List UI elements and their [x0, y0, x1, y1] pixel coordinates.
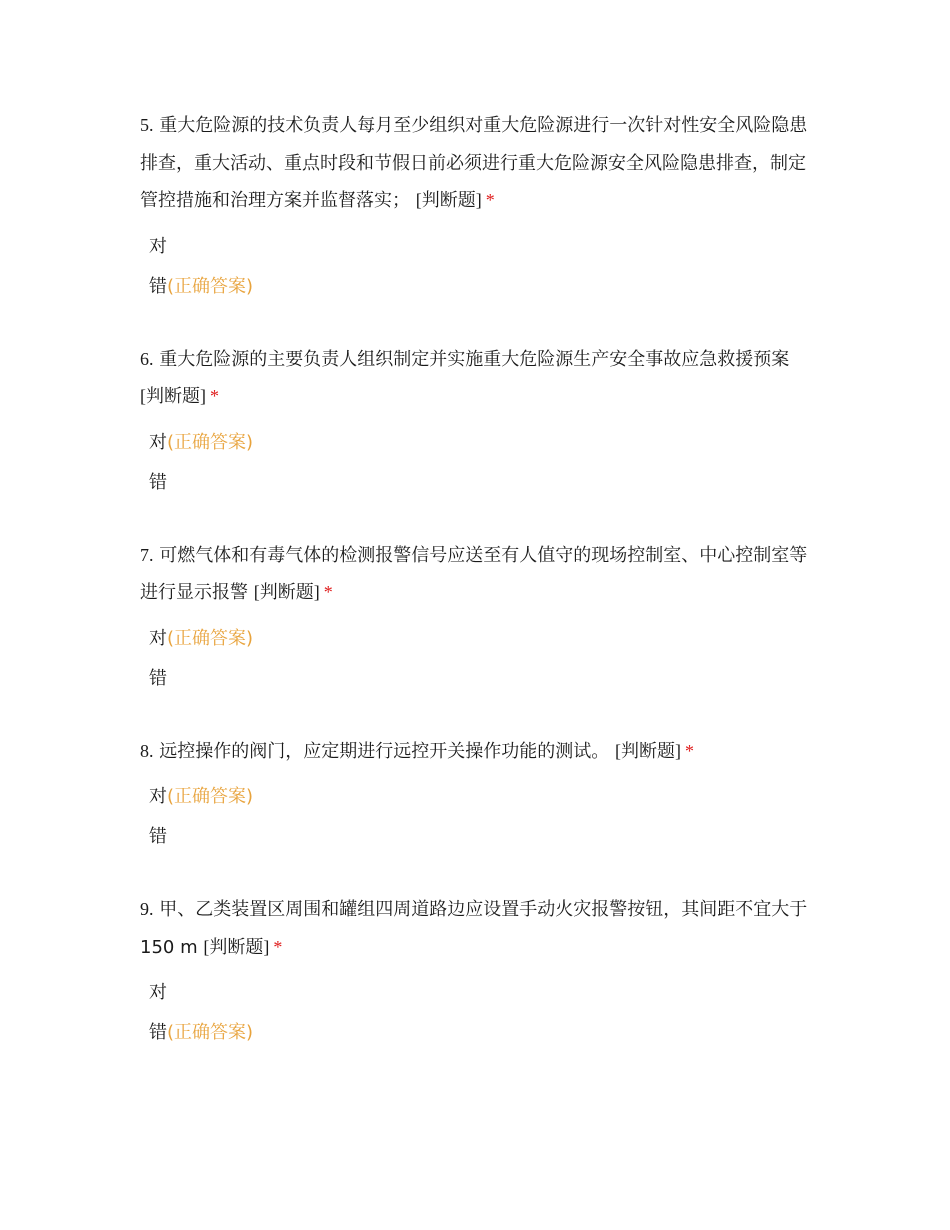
question-type: [判断题]: [140, 386, 206, 406]
question-type: [判断题]: [415, 190, 482, 210]
required-marker: *: [684, 740, 694, 761]
option-list: [140, 777, 820, 857]
option-true[interactable]: [149, 777, 820, 817]
question-text: [140, 537, 818, 612]
question-type: [判断题]: [203, 936, 270, 957]
correct-answer-note: (正确答案): [167, 275, 254, 297]
option-true[interactable]: [149, 973, 820, 1013]
quiz-page: [140, 107, 820, 1053]
option-label: 错: [149, 471, 167, 493]
question-text: [140, 733, 818, 771]
option-false[interactable]: [149, 267, 820, 307]
correct-answer-note: (正确答案): [167, 786, 254, 807]
question-body: 可燃气体和有毒气体的检测报警信号应送至有人值守的现场控制室、中心控制室等进行显示报警: [140, 544, 808, 603]
question-text: [140, 341, 818, 416]
option-label: 错: [149, 275, 167, 297]
question-body: 重大危险源的技术负责人每月至少组织对重大危险源进行一次针对性安全风险隐患排查，重大活动、重点时段和节假日前必须进行重大危险源安全风险隐患排查，制定管控措施和治理方案并监督落实；: [140, 115, 808, 211]
option-true[interactable]: [149, 227, 820, 267]
option-list: [140, 423, 820, 503]
option-true[interactable]: [149, 619, 820, 659]
option-label: 对: [149, 982, 167, 1003]
option-false[interactable]: [149, 659, 820, 699]
question-8: [140, 733, 820, 858]
question-number: 9.: [140, 899, 154, 919]
correct-answer-note: (正确答案): [167, 627, 254, 649]
required-marker: *: [210, 386, 219, 406]
question-text: [140, 891, 818, 966]
option-false[interactable]: [149, 463, 820, 503]
option-false[interactable]: [149, 817, 820, 857]
option-list: [140, 227, 820, 307]
option-true[interactable]: [149, 423, 820, 463]
correct-answer-note: (正确答案): [167, 1022, 254, 1043]
question-body: 远控操作的阀门，应定期进行远控开关操作功能的测试。: [159, 740, 610, 762]
question-type: [判断题]: [253, 582, 320, 602]
question-number: 6.: [140, 348, 154, 369]
question-number: 8.: [140, 740, 154, 761]
required-marker: *: [273, 936, 283, 957]
question-6: [140, 341, 820, 503]
option-false[interactable]: [149, 1013, 820, 1053]
question-5: [140, 107, 820, 307]
option-label: 错: [149, 1022, 167, 1043]
question-9: [140, 891, 820, 1053]
option-list: [140, 619, 820, 699]
question-number: 7.: [140, 544, 154, 565]
option-list: [140, 973, 820, 1053]
question-7: [140, 537, 820, 699]
question-number: 5.: [140, 115, 154, 135]
option-label: 对: [149, 235, 167, 257]
question-body: 甲、乙类装置区周围和罐组四周道路边应设置手动火灾报警按钮，其间距不宜大于 150 m: [140, 899, 808, 958]
correct-answer-note: (正确答案): [167, 431, 254, 453]
question-type: [判断题]: [614, 740, 681, 761]
question-body: 重大危险源的主要负责人组织制定并实施重大危险源生产安全事故应急救援预案: [159, 348, 790, 370]
option-label: 对: [149, 786, 167, 807]
required-marker: *: [323, 582, 333, 602]
question-text: [140, 107, 818, 220]
option-label: 对: [149, 627, 167, 649]
option-label: 错: [149, 667, 167, 689]
required-marker: *: [485, 190, 495, 210]
option-label: 错: [149, 826, 167, 847]
option-label: 对: [149, 431, 167, 453]
